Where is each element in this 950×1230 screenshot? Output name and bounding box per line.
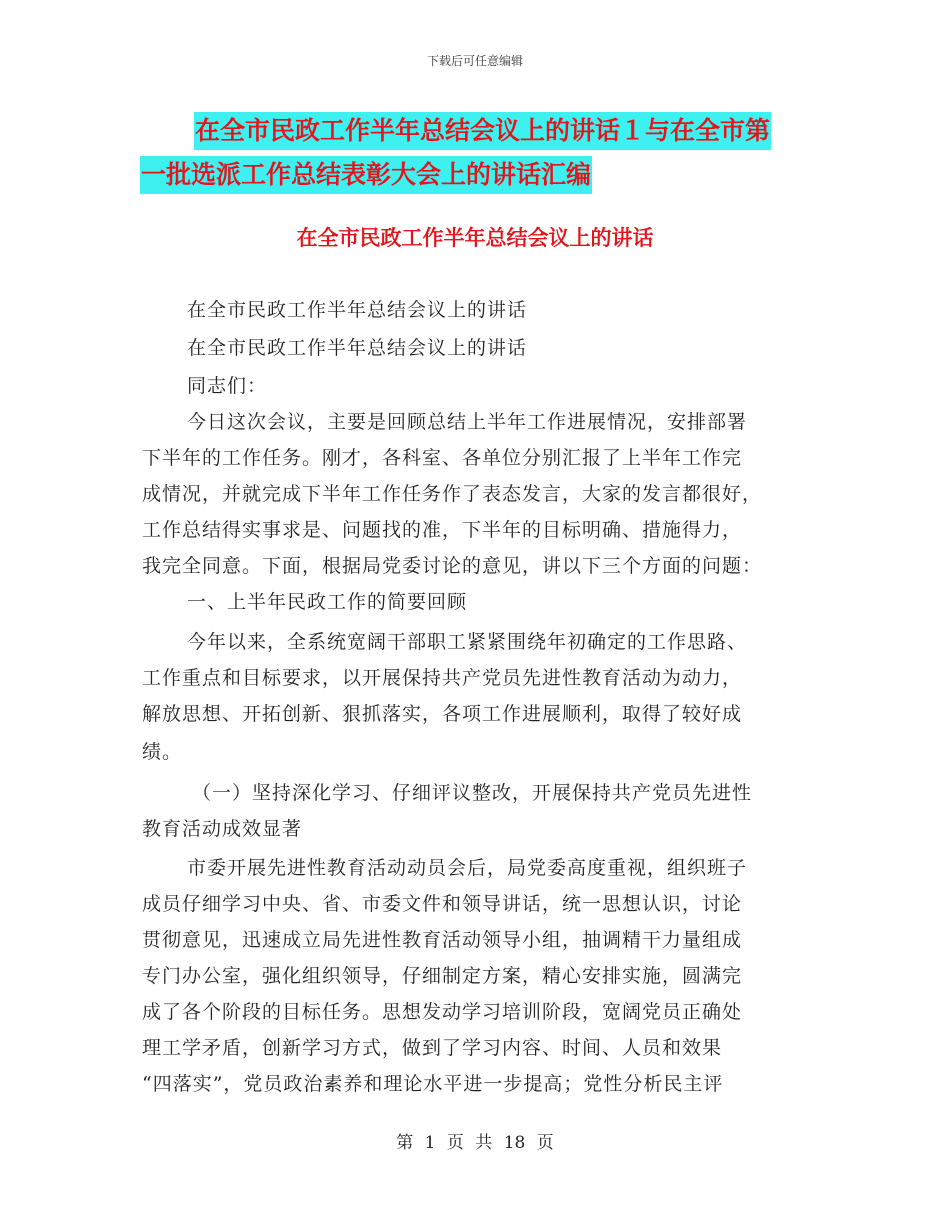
page-header-note: 下载后可任意编辑	[426, 54, 523, 68]
body-line: “四落实”，党员政治素养和理论水平进一步提高；党性分析民主评	[142, 1073, 724, 1095]
page-number-footer: 第 1 页 共 18 页	[396, 1133, 554, 1153]
section-heading: 在全市民政工作半年总结会议上的讲话	[296, 225, 654, 250]
body-line: 市委开展先进性教育活动动员会后，局党委高度重视，组织班子	[187, 857, 748, 879]
body-line: 成员仔细学习中央、省、市委文件和领导讲话，统一思想认识，讨论	[142, 893, 743, 915]
body-line: 今日这次会议，主要是回顾总结上半年工作进展情况，安排部署	[187, 411, 748, 433]
body-line: （一）坚持深化学习、仔细评议整改，开展保持共产党员先进性	[192, 782, 753, 804]
body-line: 解放思想、开拓创新、狠抓落实，各项工作进展顺利，取得了较好成	[142, 703, 743, 725]
body-line: 成了各个阶段的目标任务。思想发动学习培训阶段，宽阔党员正确处	[142, 1001, 743, 1023]
main-title-text-1: 在全市民政工作半年总结会议上的讲话１与在全市第	[194, 112, 771, 150]
body-line: 教育活动成效显著	[142, 818, 303, 840]
body-line: 专门办公室，强化组织领导，仔细制定方案，精心安排实施，圆满完	[142, 965, 743, 987]
body-line: 绩。	[142, 741, 183, 763]
main-title-text-2: 一批选派工作总结表彰大会上的讲话汇编	[140, 156, 592, 194]
body-line: 成情况，并就完成下半年工作任务作了表态发言，大家的发言都很好，	[142, 483, 763, 505]
body-line: 同志们：	[187, 375, 268, 397]
body-line: 工作重点和目标要求，以开展保持共产党员先进性教育活动为动力，	[142, 667, 743, 689]
body-line: 下半年的工作任务。刚才，各科室、各单位分别汇报了上半年工作完	[142, 447, 743, 469]
body-line: 我完全同意。下面，根据局党委讨论的意见，讲以下三个方面的问题：	[142, 555, 763, 577]
body-line: 今年以来，全系统宽阔干部职工紧紧围绕年初确定的工作思路、	[187, 631, 748, 653]
body-line: 在全市民政工作半年总结会议上的讲话	[187, 299, 528, 321]
body-line: 理工学矛盾，创新学习方式，做到了学习内容、时间、人员和效果	[142, 1037, 723, 1059]
body-line: 贯彻意见，迅速成立局先进性教育活动领导小组，抽调精干力量组成	[142, 929, 743, 951]
body-line: 工作总结得实事求是、问题找的准，下半年的目标明确、措施得力，	[142, 519, 743, 541]
body-line: 在全市民政工作半年总结会议上的讲话	[187, 337, 528, 359]
body-line: 一、上半年民政工作的简要回顾	[187, 591, 468, 613]
